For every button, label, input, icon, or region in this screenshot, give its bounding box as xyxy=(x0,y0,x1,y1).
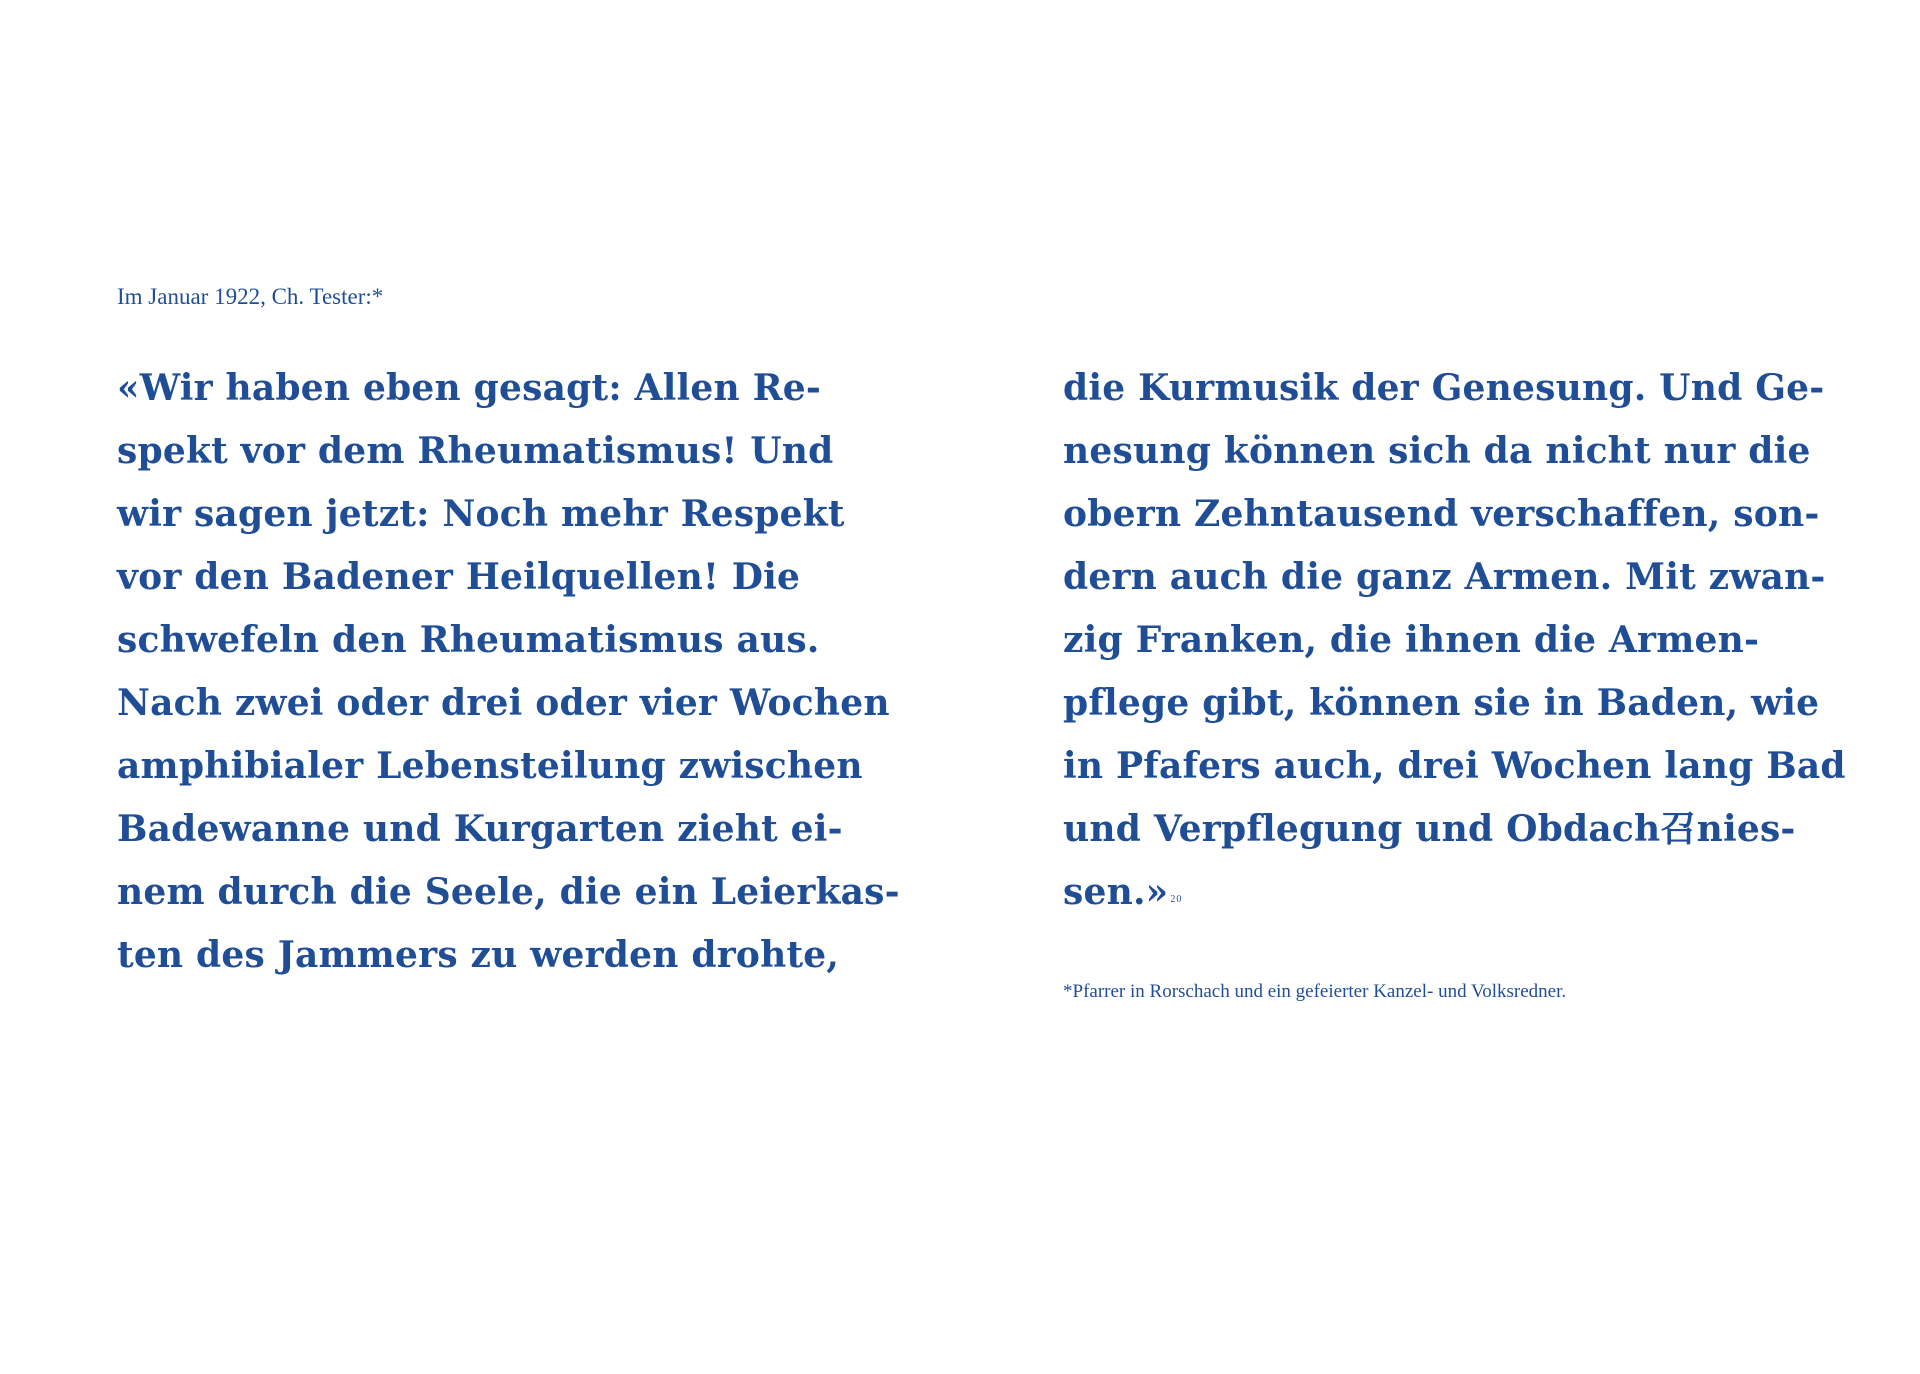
text-line: vor den Badener Heilquellen! Die xyxy=(117,556,801,598)
footnote-reference: 20 xyxy=(1170,894,1183,905)
footnote: *Pfarrer in Rorschach und ein gefeierter Kanzel- und Volksredner. xyxy=(1063,981,1567,1002)
text-line: nem durch die Seele, die ein Leierkas- xyxy=(117,871,900,913)
text-line: schwefeln den Rheumatismus aus. xyxy=(117,619,820,661)
quote-final-line xyxy=(1063,861,1846,931)
text-line: zig Franken, die ihnen die Armen- xyxy=(1063,619,1760,661)
text-line: Badewanne und Kurgarten zieht ei- xyxy=(117,808,843,850)
text-line: in Pfafers auch, drei Wochen lang Bad xyxy=(1063,745,1846,787)
text-line: obern Zehntausend verschaffen, son- xyxy=(1063,493,1820,535)
text-line: sen.» xyxy=(1063,871,1169,913)
text-line: dern auch die ganz Armen. Mit zwan- xyxy=(1063,556,1826,598)
quote-column-right xyxy=(1063,357,1846,931)
text-line: spekt vor dem Rheumatismus! Und xyxy=(117,430,834,472)
text-line: die Kurmusik der Genesung. Und Ge- xyxy=(1063,367,1825,409)
quote-attribution: Im Januar 1922, Ch. Tester:* xyxy=(117,284,384,309)
text-line: und Verpflegung und Obdach召nies- xyxy=(1063,808,1796,850)
text-line: amphibialer Lebensteilung zwischen xyxy=(117,745,863,787)
text-line: Nach zwei oder drei oder vier Wochen xyxy=(117,682,890,724)
quote-column-left xyxy=(117,357,900,987)
text-line: pflege gibt, können sie in Baden, wie xyxy=(1063,682,1820,724)
text-line: wir sagen jetzt: Noch mehr Respekt xyxy=(117,493,845,535)
text-line: ten des Jammers zu werden drohte, xyxy=(117,934,840,976)
text-line: nesung können sich da nicht nur die xyxy=(1063,430,1811,472)
text-line: «Wir haben eben gesagt: Allen Re- xyxy=(117,367,821,409)
